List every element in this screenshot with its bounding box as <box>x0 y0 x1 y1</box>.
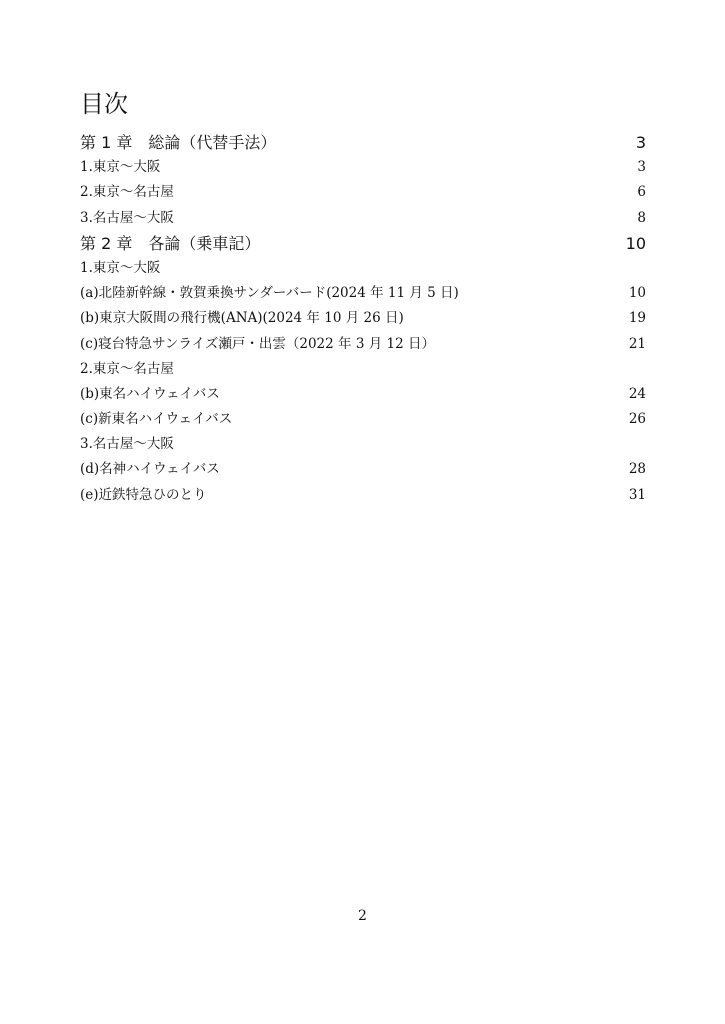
toc-entry[interactable] <box>80 180 646 205</box>
toc-entry[interactable] <box>80 457 646 482</box>
toc-section-heading <box>80 432 646 457</box>
toc-entry-label: 3.名古屋～大阪 <box>80 436 174 453</box>
toc-entry-label: 第 2 章 各論（乗車記） <box>80 233 261 253</box>
toc-entry-label: 3.名古屋～大阪 <box>80 209 174 226</box>
toc-entry-label: (d)名神ハイウェイバス <box>80 461 220 478</box>
toc-entry-page: 19 <box>628 310 646 327</box>
toc-entry-page: 6 <box>637 184 646 201</box>
toc-entry-page: 21 <box>628 335 646 352</box>
toc-entry-label: (b)東京大阪間の飛行機(ANA)(2024 年 10 月 26 日) <box>80 310 404 327</box>
toc-entry[interactable] <box>80 306 646 331</box>
toc-entry-page: 10 <box>625 233 646 253</box>
table-of-contents <box>80 130 646 508</box>
toc-chapter[interactable] <box>80 130 646 155</box>
toc-entry[interactable] <box>80 155 646 180</box>
toc-entry-page: 10 <box>628 285 646 302</box>
toc-entry-label: (e)近鉄特急ひのとり <box>80 486 207 503</box>
toc-entry[interactable] <box>80 281 646 306</box>
toc-chapter[interactable] <box>80 231 646 256</box>
toc-title: 目次 <box>80 90 128 118</box>
toc-entry-page: 26 <box>628 411 646 428</box>
toc-entry-label: (c)寝台特急サンライズ瀬戸・出雲（2022 年 3 月 12 日） <box>80 335 435 352</box>
toc-entry-page: 3 <box>637 159 646 176</box>
toc-entry-label: (b)東名ハイウェイバス <box>80 385 220 402</box>
toc-entry-label: 2.東京～名古屋 <box>80 184 174 201</box>
toc-entry-page: 8 <box>637 209 646 226</box>
page-number: 2 <box>358 908 367 924</box>
toc-entry[interactable] <box>80 206 646 231</box>
toc-entry[interactable] <box>80 382 646 407</box>
toc-entry-page: 31 <box>628 486 646 503</box>
toc-entry-label: (c)新東名ハイウェイバス <box>80 411 233 428</box>
toc-entry[interactable] <box>80 332 646 357</box>
toc-entry-page: 28 <box>628 461 646 478</box>
toc-entry[interactable] <box>80 483 646 508</box>
toc-entry-label: (a)北陸新幹線・敦賀乗換サンダーバード(2024 年 11 月 5 日) <box>80 285 459 302</box>
toc-section-heading <box>80 357 646 382</box>
toc-entry-label: 第 1 章 総論（代替手法） <box>80 133 277 152</box>
toc-entry-page: 24 <box>628 385 646 402</box>
toc-entry-page: 3 <box>635 133 646 152</box>
toc-entry-label: 2.東京～名古屋 <box>80 360 174 377</box>
toc-entry[interactable] <box>80 407 646 432</box>
toc-section-heading <box>80 256 646 281</box>
toc-entry-label: 1.東京～大阪 <box>80 159 161 176</box>
toc-entry-label: 1.東京～大阪 <box>80 259 161 276</box>
